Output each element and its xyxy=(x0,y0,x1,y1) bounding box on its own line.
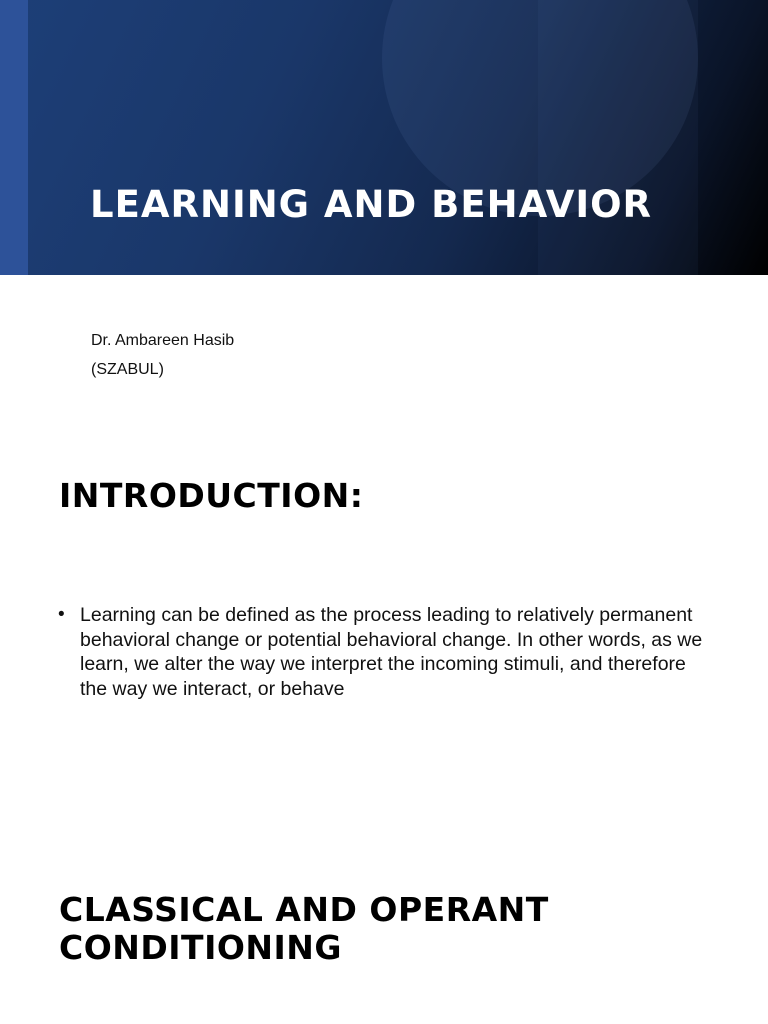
bullet-icon: • xyxy=(58,604,65,625)
title-banner xyxy=(0,0,768,275)
conditioning-heading: CLASSICAL AND OPERANT CONDITIONING xyxy=(59,890,549,967)
author-name: Dr. Ambareen Hasib xyxy=(91,332,235,349)
introduction-heading: INTRODUCTION: xyxy=(59,476,364,515)
list-item xyxy=(58,603,718,701)
author-affiliation: (SZABUL) xyxy=(91,361,164,378)
banner-accent-strip xyxy=(0,0,28,275)
author-block xyxy=(91,326,234,384)
introduction-bullet-list xyxy=(58,603,718,701)
bullet-text: Learning can be defined as the process leading to relatively permanent behavioral change or potential behavioral change. In other words, as we learn, we alter the way we interpret the incoming stimuli, and therefore the way we interact, or behave xyxy=(80,604,703,700)
presentation-title: LEARNING AND BEHAVIOR xyxy=(90,183,653,226)
